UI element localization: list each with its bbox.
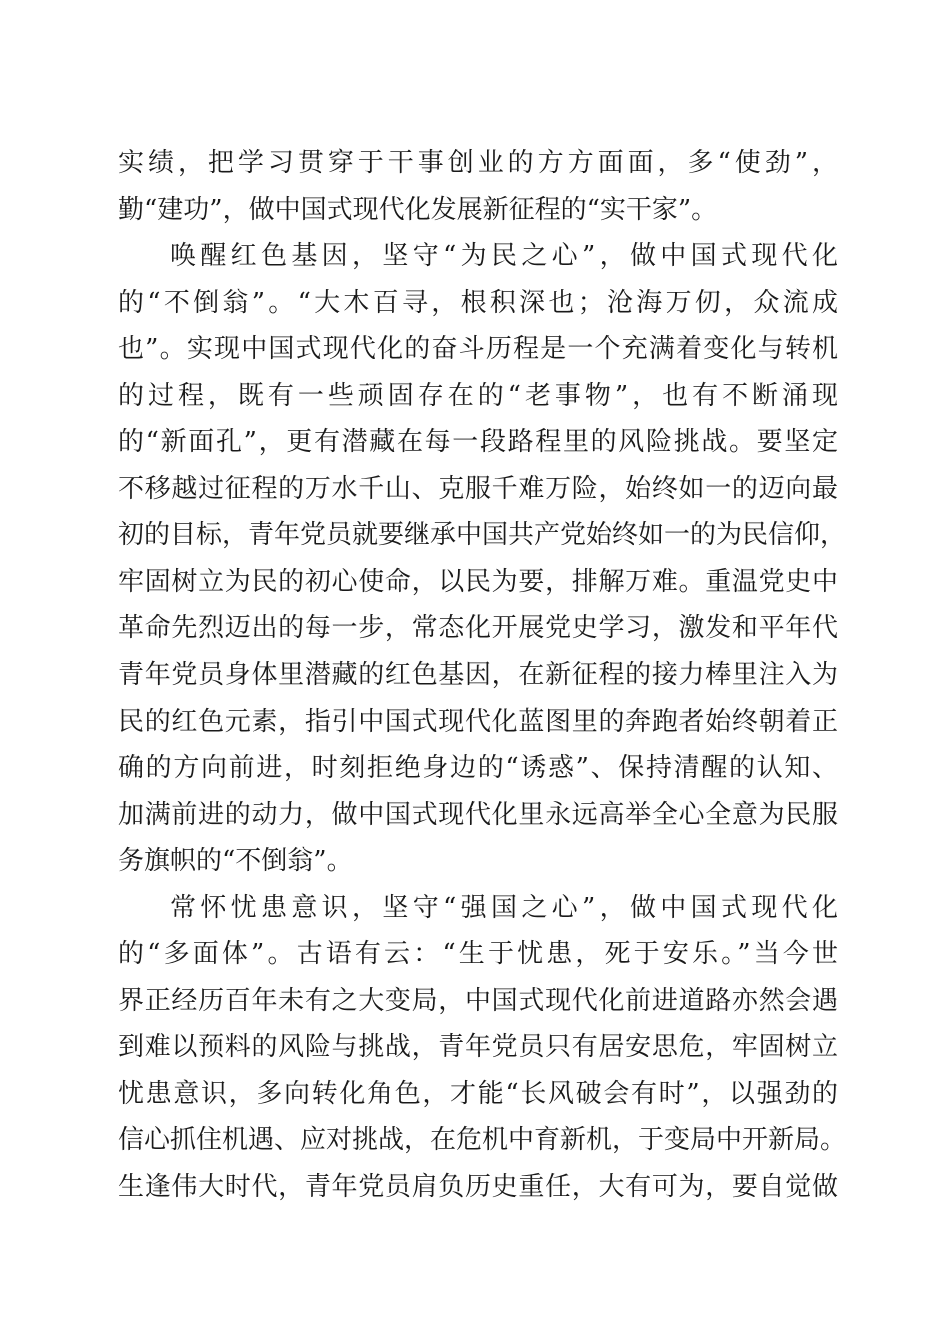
text-line: 加满前进的动力，做中国式现代化里永远高举全心全意为民服 (118, 799, 838, 830)
text-line: 的“多面体”。古语有云：“生于忧患，死于安乐。”当今世 (118, 939, 838, 970)
text-line: 的“新面孔”，更有潜藏在每一段路程里的风险挑战。要坚定 (118, 427, 838, 458)
body-text (118, 140, 847, 1211)
text-line: 信心抓住机遇、应对挑战，在危机中育新机，于变局中开新局。 (118, 1125, 847, 1156)
text-line: 民的红色元素，指引中国式现代化蓝图里的奔跑者始终朝着正 (118, 706, 838, 737)
text-line: 不移越过征程的万水千山、克服千难万险，始终如一的迈向最 (118, 473, 838, 504)
text-line: 忧患意识，多向转化角色，才能“长风破会有时”，以强劲的 (118, 1078, 838, 1109)
text-line: 实绩，把学习贯穿于干事创业的方方面面，多“使劲”， (118, 148, 838, 178)
text-line: 确的方向前进，时刻拒绝身边的“诱惑”、保持清醒的认知、 (118, 753, 838, 784)
text-line: 的过程，既有一些顽固存在的“老事物”，也有不断涌现 (118, 380, 838, 411)
text-line: 勤“建功”，做中国式现代化发展新征程的“实干家”。 (118, 194, 718, 225)
text-line: 到难以预料的风险与挑战，青年党员只有居安思危，牢固树立 (118, 1032, 838, 1063)
text-line: 也”。实现中国式现代化的奋斗历程是一个充满着变化与转机 (118, 334, 838, 365)
text-line: 初的目标，青年党员就要继承中国共产党始终如一的为民信仰， (118, 520, 847, 551)
paragraph-start-line: 唤醒红色基因，坚守“为民之心”，做中国式现代化 (170, 241, 838, 272)
text-line: 青年党员身体里潜藏的红色基因，在新征程的接力棒里注入为 (118, 660, 838, 691)
text-line: 界正经历百年未有之大变局，中国式现代化前进道路亦然会遇 (118, 985, 838, 1016)
text-line: 务旗帜的“不倒翁”。 (118, 846, 353, 877)
paragraph-start-line: 常怀忧患意识，坚守“强国之心”，做中国式现代化 (170, 892, 838, 923)
text-line: 的“不倒翁”。“大木百寻，根积深也；沧海万仞，众流成 (118, 287, 838, 318)
text-line: 牢固树立为民的初心使命，以民为要，排解万难。重温党史中 (118, 566, 838, 597)
text-line: 生逢伟大时代，青年党员肩负历史重任，大有可为，要自觉做 (118, 1172, 838, 1203)
text-line: 革命先烈迈出的每一步，常态化开展党史学习，激发和平年代 (118, 613, 838, 644)
